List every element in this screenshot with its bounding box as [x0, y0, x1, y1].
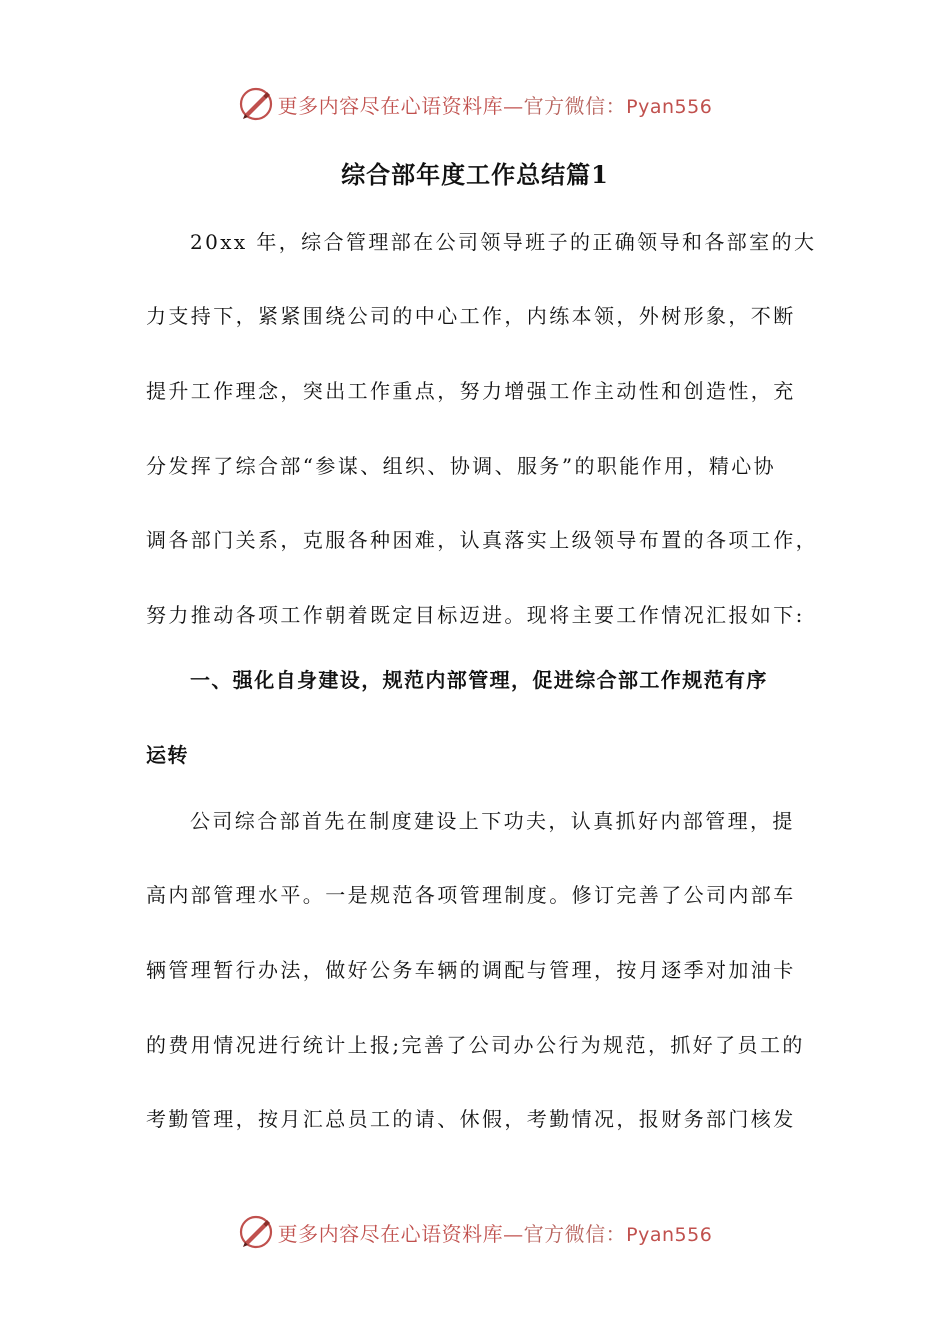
paragraph-line: 考勤管理，按月汇总员工的请、休假，考勤情况，报财务部门核发 — [146, 1107, 796, 1131]
section-heading: 一、强化自身建设，规范内部管理，促进综合部工作规范有序 — [190, 668, 768, 692]
banner-text — [278, 1218, 713, 1247]
footer-banner — [0, 1212, 950, 1252]
paragraph-line: 分发挥了综合部“参谋、组织、协调、服务”的职能作用，精心协 — [146, 454, 777, 478]
paragraph-line: 高内部管理水平。一是规范各项管理制度。修订完善了公司内部车 — [146, 883, 796, 907]
banner-wechat-label: 官方微信： — [523, 1221, 627, 1246]
banner-wechat-id: Pyan556 — [626, 95, 713, 118]
banner-wechat-label: 官方微信： — [523, 93, 627, 118]
paragraph-line: 20xx 年，综合管理部在公司领导班子的正确领导和各部室的大 — [190, 230, 817, 254]
document-title: 综合部年度工作总结篇1 — [341, 160, 609, 189]
header-banner — [0, 84, 950, 124]
paragraph-line: 辆管理暂行办法，做好公务车辆的调配与管理，按月逐季对加油卡 — [146, 958, 796, 982]
paragraph-line: 调各部门关系，克服各种困难，认真落实上级领导布置的各项工作， — [146, 528, 818, 552]
paragraph-line: 提升工作理念，突出工作重点，努力增强工作主动性和创造性，充 — [146, 379, 796, 403]
section-heading: 运转 — [146, 743, 189, 767]
pen-logo-icon — [238, 86, 274, 122]
paragraph-line: 的费用情况进行统计上报;完善了公司办公行为规范，抓好了员工的 — [146, 1033, 805, 1057]
paragraph-line: 公司综合部首先在制度建设上下功夫，认真抓好内部管理，提 — [190, 809, 795, 833]
pen-logo-icon — [238, 1214, 274, 1250]
banner-slogan: 更多内容尽在心语资料库— — [277, 1221, 524, 1246]
paragraph-line: 努力推动各项工作朝着既定目标迈进。现将主要工作情况汇报如下: — [146, 603, 805, 627]
banner-text — [278, 90, 713, 119]
banner-slogan: 更多内容尽在心语资料库— — [277, 93, 524, 118]
paragraph-line: 力支持下，紧紧围绕公司的中心工作，内练本领，外树形象，不断 — [146, 304, 796, 328]
banner-wechat-id: Pyan556 — [626, 1223, 713, 1246]
